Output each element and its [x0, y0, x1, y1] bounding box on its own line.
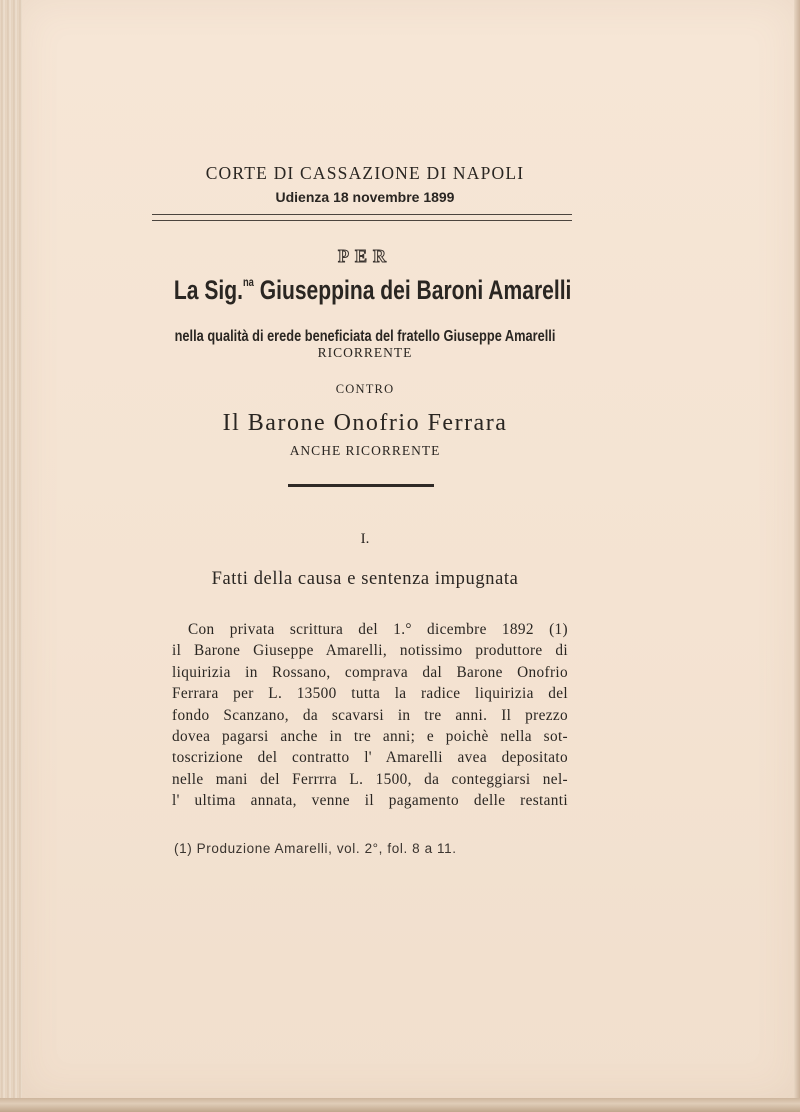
defendant-name: Il Barone Onofrio Ferrara	[222, 410, 508, 436]
plaintiff-name-pre: La Sig.	[173, 275, 243, 305]
section-title: Fatti della causa e sentenza impugnata	[211, 569, 519, 589]
body-line: Ferrara per L. 13500 tutta la radice liquirizia del	[172, 685, 568, 703]
contro-label: CONTRO	[335, 382, 395, 396]
plaintiff-name-sup: na	[242, 275, 254, 289]
plaintiff-name-post: Giuseppina dei Baroni Amarelli	[253, 275, 572, 305]
body-line: toscrizione del contratto l' Amarelli avea depositato	[172, 749, 568, 767]
court-heading: CORTE DI CASSAZIONE DI NAPOLI	[205, 163, 525, 183]
page-edge-right	[794, 0, 800, 1112]
body-line: dovea pagarsi anche in tre anni; e poichè nella sot-	[172, 728, 568, 746]
per-label: PER	[338, 246, 392, 266]
body-line: fondo Scanzano, da scavarsi in tre anni. Il prezzo	[172, 706, 568, 724]
short-rule-divider	[288, 484, 434, 487]
section-number: I.	[360, 531, 370, 547]
body-line: il Barone Giuseppe Amarelli, notissimo produttore di	[172, 642, 568, 660]
body-line: liquirizia in Rossano, comprava dal Barone Onofrio	[172, 663, 568, 681]
plaintiff-name	[173, 275, 572, 306]
page-stack-edge-bottom	[0, 1098, 800, 1112]
plaintiff-role: RICORRENTE	[317, 345, 413, 360]
defendant-role: ANCHE RICORRENTE	[289, 443, 441, 458]
footnote: (1) Produzione Amarelli, vol. 2°, fol. 8 a 11.	[174, 841, 457, 856]
body-paragraph	[172, 619, 568, 812]
double-rule-divider	[152, 214, 572, 221]
body-line: l' ultima annata, venne il pagamento delle restanti	[172, 792, 568, 810]
plaintiff-quality: nella qualità di erede beneficiata del fratello Giuseppe Amarelli	[174, 328, 556, 345]
body-line: Con privata scrittura del 1.° dicembre 1892 (1)	[188, 621, 568, 638]
hearing-date: Udienza 18 novembre 1899	[275, 189, 455, 205]
body-line: nelle mani del Ferrrra L. 1500, da conteggiarsi nel-	[172, 770, 568, 788]
